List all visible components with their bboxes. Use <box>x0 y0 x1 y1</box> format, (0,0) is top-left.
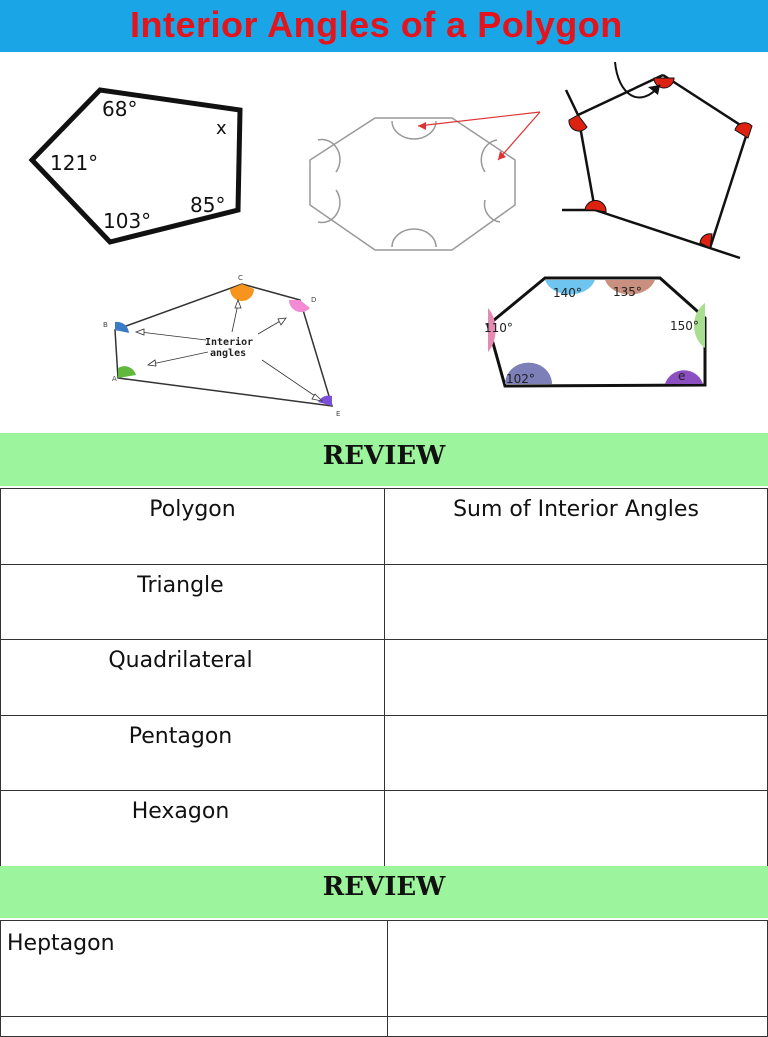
angle-label: 110° <box>484 321 513 335</box>
vertex-label: D <box>311 296 317 304</box>
angle-label: 103° <box>103 209 152 233</box>
polygon-name: Quadrilateral <box>1 640 385 716</box>
table-row <box>1 791 768 867</box>
polygon-name: Pentagon <box>1 716 385 791</box>
review-banner <box>0 433 768 486</box>
vertex-label: A <box>112 375 117 383</box>
polygon-sum-table <box>0 488 768 867</box>
table-header-row <box>1 489 768 565</box>
vertex-label: C <box>238 274 243 282</box>
colored-quadrilateral <box>103 274 340 418</box>
angle-label: x <box>216 118 227 139</box>
table-row <box>1 640 768 716</box>
colored-hexagon <box>484 278 705 386</box>
diagram-caption: angles <box>210 348 247 359</box>
polygon-name: Hexagon <box>1 791 385 867</box>
angle-label: 140° <box>553 286 582 300</box>
polygon-name: Triangle <box>1 565 385 640</box>
sum-cell <box>385 565 768 640</box>
vertex-label: E <box>336 410 341 418</box>
heptagon-table <box>0 920 768 1037</box>
review-heading: REVIEW <box>322 872 446 902</box>
column-header: Polygon <box>1 489 385 565</box>
angle-label: 150° <box>670 319 699 333</box>
page-title: Interior Angles of a Polygon <box>130 4 623 45</box>
polygon-figures <box>0 52 768 432</box>
arc-hexagon <box>310 112 540 250</box>
angle-label: 135° <box>613 285 642 299</box>
angle-label: 121° <box>50 151 99 175</box>
sum-cell <box>385 716 768 791</box>
sum-cell <box>388 921 768 1017</box>
table-row <box>1 565 768 640</box>
sum-cell <box>385 640 768 716</box>
empty-cell <box>388 1017 768 1037</box>
angle-label: 102° <box>506 372 535 386</box>
labeled-pentagon <box>32 90 240 242</box>
angle-label: 68° <box>102 97 138 121</box>
title-bar <box>0 0 768 52</box>
table-row <box>1 921 768 1017</box>
angle-label: 85° <box>190 193 226 217</box>
table-row <box>1 716 768 791</box>
diagram-caption: Interior <box>205 337 254 348</box>
column-header: Sum of Interior Angles <box>385 489 768 565</box>
marked-pentagon <box>562 62 752 258</box>
vertex-label: B <box>103 321 108 329</box>
review-banner <box>0 866 768 918</box>
review-heading: REVIEW <box>322 441 446 471</box>
angle-label: e <box>678 369 686 383</box>
sum-cell <box>385 791 768 867</box>
polygon-name: Heptagon <box>1 921 388 1017</box>
empty-cell <box>1 1017 388 1037</box>
table-row <box>1 1017 768 1037</box>
